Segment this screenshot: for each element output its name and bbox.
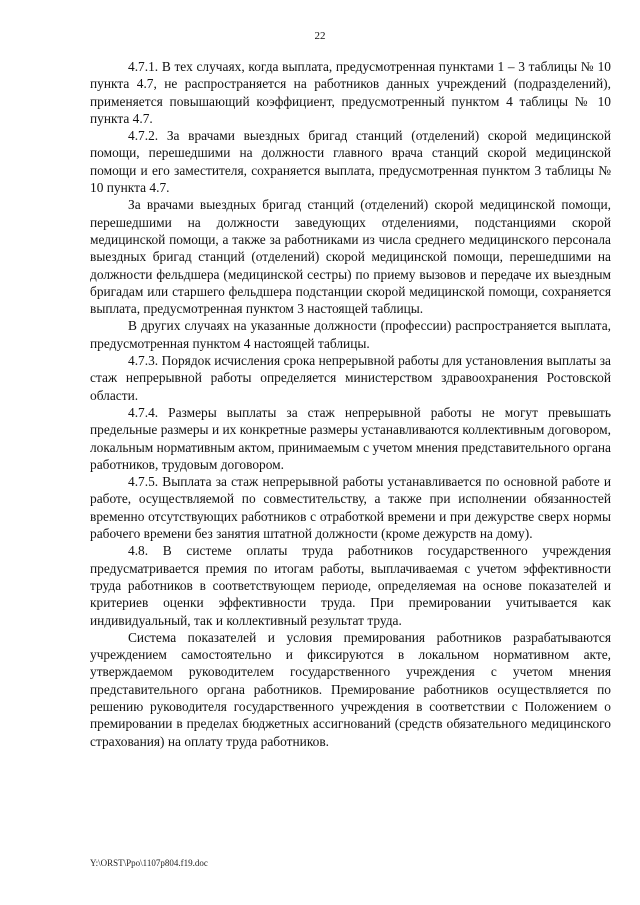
paragraph-ambulance-staff: За врачами выездных бригад станций (отделений) скорой медицинской помощи, перешедшими на должности заведующих отделениями, подстанциями скорой медицинской помощи, а также за работниками из числа среднего медицинского персонала выездных бригад станций (отделений) скорой медицинской помощи, перешедшими на должности фельдшера (медицинской сестры) по приему вызовов и передаче их выездным бригадам или старшего фельдшера подстанции скорой медицинской помощи, сохраняется выплата, предусмотренная пунктом 3 настоящей таблицы. bbox=[90, 197, 611, 317]
document-body bbox=[90, 58, 611, 750]
paragraph-other-cases: В других случаях на указанные должности (профессии) распространяется выплата, предусмотренная пунктом 4 настоящей таблицы. bbox=[90, 318, 611, 351]
paragraph-bonus-system: Система показателей и условия премирования работников разрабатываются учреждением самостоятельно и фиксируются в локальном нормативном акте, утверждаемом руководителем государственного учреждения с учетом мнения представительного органа работников. Премирование работников осуществляется по решению руководителя государственного учреждения в соответствии с Положением о премировании в пределах бюджетных ассигнований (средств обязательного медицинского страхования) на оплату труда работников. bbox=[90, 629, 611, 749]
paragraph-4-7-4: 4.7.4. Размеры выплаты за стаж непрерывной работы не могут превышать предельные размеры и их конкретные размеры устанавливаются коллективным договором, локальным нормативным актом, принимаемым с учетом мнения представительного органа работников, трудовым договором. bbox=[90, 404, 611, 472]
page-number: 22 bbox=[314, 30, 326, 42]
paragraph-4-7-5: 4.7.5. Выплата за стаж непрерывной работы устанавливается по основной работе и работе, осуществляемой по совместительству, а также при исполнении обязанностей временно отсутствующих работников с отработкой времени и при дежурстве сверх нормы рабочего времени без занятия штатной должности (кроме дежурств на дому). bbox=[90, 474, 611, 542]
paragraph-4-7-3: 4.7.3. Порядок исчисления срока непрерывной работы для установления выплаты за стаж непрерывной работы определяется министерством здравоохранения Ростовской области. bbox=[90, 353, 611, 403]
paragraph-4-7-2: 4.7.2. За врачами выездных бригад станций (отделений) скорой медицинской помощи, перешедшими на должности главного врача станций скорой медицинской помощи и его заместителя, сохраняется выплата, предусмотренная пунктом 3 таблицы № 10 пункта 4.7. bbox=[90, 128, 611, 196]
file-path-footer: Y:\ORST\Ppo\1107p804.f19.doc bbox=[90, 858, 208, 868]
paragraph-4-7-1: 4.7.1. В тех случаях, когда выплата, предусмотренная пунктами 1 – 3 таблицы № 10 пункта 4.7, не распространяется на работников данных учреждений (подразделений), применяется повышающий коэффициент, предусмотренный пунктом 4 таблицы № 10 пункта 4.7. bbox=[90, 59, 611, 126]
paragraph-4-8: 4.8. В системе оплаты труда работников государственного учреждения предусматривается премия по итогам работы, выплачиваемая с учетом эффективности труда работников в соответствующем периоде, определяемая на основе показателей и критериев оценки эффективности труда. При премировании учитывается как индивидуальный, так и коллективный результат труда. bbox=[90, 543, 611, 628]
